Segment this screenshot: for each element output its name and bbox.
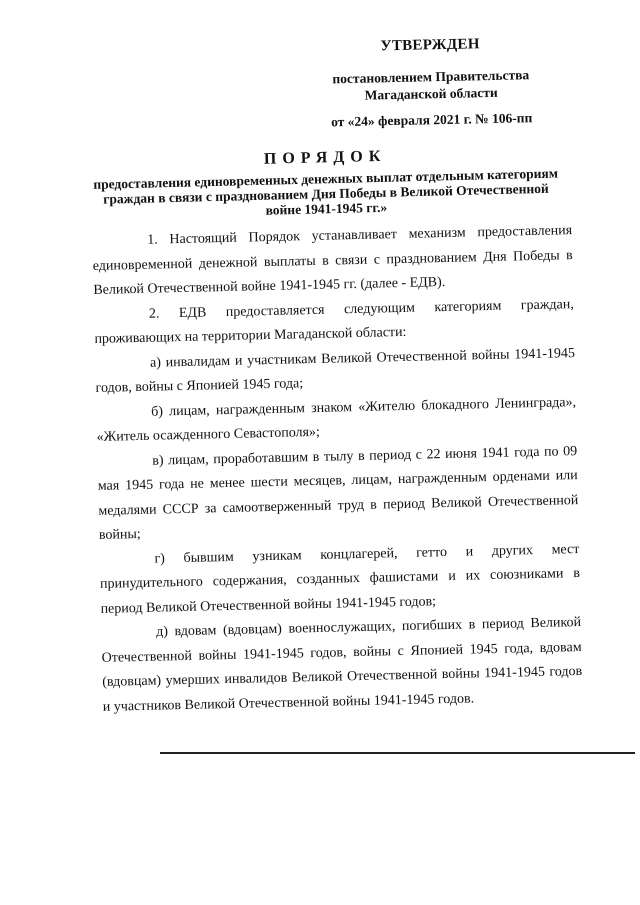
document-heading <box>90 144 561 222</box>
approval-line-2: Магаданской области <box>364 84 498 103</box>
paragraph-g: г) бывшим узникам концлагерей, гетто и других мест принудительного содержания, созданных фашистами и их союзниками в период Великой Отечественной войны 1941-1945 годов; <box>99 541 581 617</box>
paragraph-1: 1. Настоящий Порядок устанавливает механизм предоставления единовременной денежной выплаты в связи с празднованием Дня Победы в Великой Отечественной войне 1941-1945 гг. (далее - ЕДВ). <box>92 223 573 298</box>
paragraph-a: а) инвалидам и участникам Великой Отечественной войны 1941-1945 годов, войны с Японией 1945 года; <box>95 345 576 396</box>
approval-line-1: постановлением Правительства <box>332 67 530 87</box>
paragraph-b: б) лицам, награжденным знаком «Жителю блокадного Ленинграда», «Житель осажденного Севастополя»; <box>96 394 577 445</box>
paragraph-v: в) лицам, проработавшим в тылу в период с 22 июня 1941 года по 09 мая 1945 года не менее шести месяцев, лицам, награжденным орденами или медалями СССР за самоотверженный труд в период Великой Отечественной войны; <box>97 443 579 543</box>
document-title: ПОРЯДОК <box>263 147 387 168</box>
document-body <box>92 219 583 720</box>
paragraph-2: 2. ЕДВ предоставляется следующим категориям граждан, проживающих на территории Магаданской области: <box>94 296 574 347</box>
approval-block <box>300 35 562 131</box>
document-subtitle: предоставления единовременных денежных выплат отдельным категориям граждан в связи с празднованием Дня Победы в Великой Отечественной войне 1941-1945 гг.» <box>93 165 559 218</box>
horizontal-rule <box>160 752 635 754</box>
approval-title: УТВЕРЖДЕН <box>380 36 480 55</box>
approval-date: от «24» февраля 2021 г. № 106-пп <box>330 110 533 130</box>
paragraph-d: д) вдовам (вдовцам) военнослужащих, погибших в период Великой Отечественной войны 1941-1945 годов, войны с Японией 1945 года, вдовам (вдовцам) умерших инвалидов Великой Отечественной войны 1941-1945 годов и участников Великой Отечественной войны 1941-1945 годов. <box>101 615 583 715</box>
